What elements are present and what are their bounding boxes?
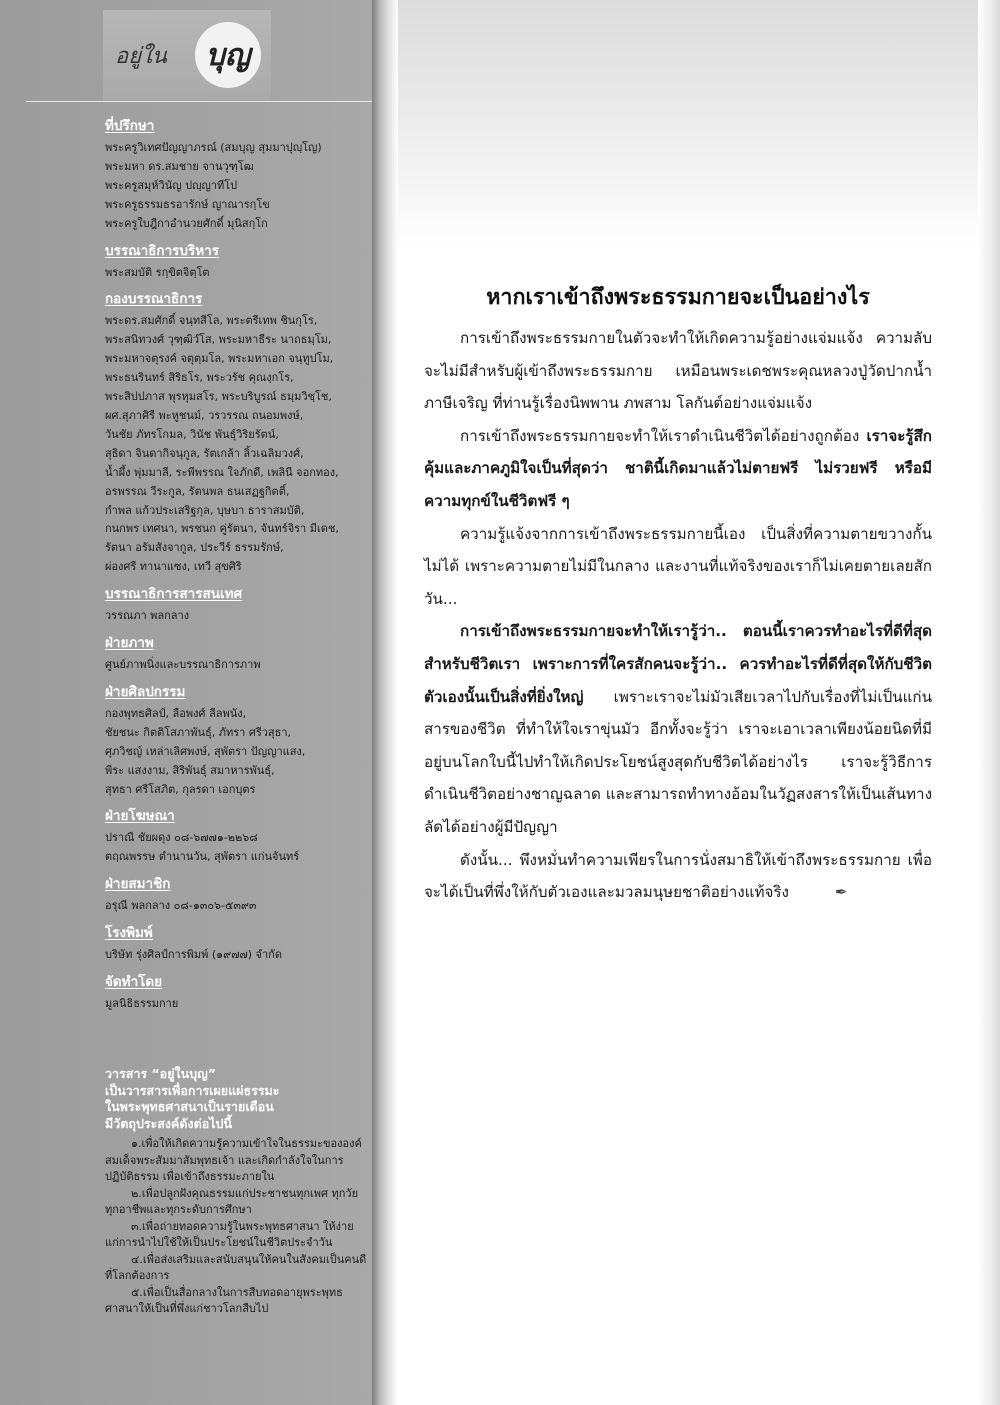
purpose-title-line: มีวัตถุประสงค์ดังต่อไปนี้ [105, 1115, 233, 1131]
p4-normal: เพราะเราจะไม่มัวเสียเวลาไปกับเรื่องที่ไม่เป็นแก่นสารของชีวิต ที่ทำให้ใจเราขุ่นมัว อีกทั้งจะรู้ว่า เราจะเอาเวลาเพียงน้อยนิดที่มีอยู่บนโลกใบนี้ไปทำให้เกิดประโยชน์สูงสุดกับชีวิตได้อย่างไร เราจะรู้วิธีการดำเนินชีวิตอย่างชาญฉลาด และสามารถทำทางอ้อมในวัฏสงสารให้เป็นเส้นทางลัดได้อย่างผู้มีปัญญา [424, 687, 932, 836]
masthead-line: ตฤณพรรษ ตำนานวัน, สุพัตรา แก่นจันทร์ [105, 850, 300, 864]
masthead-heading: ฝ่ายศิลปกรรม [105, 683, 186, 700]
masthead-line: กนกพร เทศนา, พรชนก คู่รัตนา, จันทร์จิรา มีเดช, [105, 522, 339, 536]
article-title: หากเราเข้าถึงพระธรรมกายจะเป็นอย่างไร [486, 285, 870, 310]
purpose-item: ๓.เพื่อถ่ายทอดความรู้ในพระพุทธศาสนา ให้ง่ายแก่การนำไปใช้ให้เป็นประโยชน์ในชีวิตประจำวัน [105, 1219, 354, 1249]
masthead-heading: บรรณาธิการบริหาร [105, 242, 219, 259]
masthead-line: อรุณี พลกลาง ๐๘-๑๓๐๖-๕๓๙๓ [105, 899, 257, 913]
purpose-list [105, 1136, 367, 1318]
article-paragraph-4 [424, 615, 932, 843]
masthead-line: วันชัย ภัทรโกมล, วินัช พันธุ์วิริยรัตน์, [105, 427, 279, 441]
masthead-credits [105, 116, 367, 1014]
masthead-line: พระครูสมุห์วินัญ ปญฺญาทีโป [105, 178, 238, 192]
masthead-line: สุทธา ศรีโสภิต, กุลรดา เอกบุตร [105, 782, 256, 796]
purpose-item: ๑.เพื่อให้เกิดความรู้ความเข้าใจในธรรมะขององค์สมเด็จพระสัมมาสัมพุทธเจ้า และเกิดกำลังใจในการปฏิบัติธรรม เพื่อเข้าถึงธรรมะภายใน [105, 1137, 362, 1183]
p5-text: ดังนั้น... พึงหมั่นทำความเพียรในการนั่งสมาธิให้เข้าถึงพระธรรมกาย เพื่อจะได้เป็นที่พึ่งให้กับตัวเองและมวลมนุษยชาติอย่างแท้จริง [424, 850, 932, 902]
masthead-line: พีระ แสงงาม, สิริพันธุ์ สมาหารพันธุ์, [105, 763, 275, 777]
masthead-heading: ฝ่ายภาพ [105, 635, 154, 652]
masthead-line: พระสนิทวงศ์ วุฑฺฒิวํโส, พระมหาธีระ นาถธมฺโม, [105, 333, 332, 347]
purpose-title-line: เป็นวารสารเพื่อการเผยแผ่ธรรมะ [105, 1082, 280, 1098]
masthead-line: ผศ.สุภาศิรี พะหูชนม์, วรวรรณ ถนอมพงษ์, [105, 408, 304, 422]
masthead-line: น้ำผึ้ง พุ่มมาลี, ระพีพรรณ ใจภักดี, เพลินี จอกทอง, [105, 465, 339, 479]
masthead-heading: โรงพิมพ์ [105, 925, 153, 942]
article-paragraph-5 [424, 844, 932, 909]
masthead-heading: ที่ปรึกษา [105, 118, 155, 134]
masthead-line: วรรณภา พลกลาง [105, 609, 190, 623]
masthead-line: รัตนา อรัมสังจากูล, ประวีร์ ธรรมรักษ์, [105, 541, 284, 555]
masthead-line: ศูนย์ภาพนิ่งและบรรณาธิการภาพ [105, 658, 261, 672]
masthead-line: พระธนรินทร์ สิริธโร, พระวรัช คุณงฺกโร, [105, 371, 294, 385]
purpose-title [105, 1066, 367, 1132]
purpose-title-line: วารสาร “อยู่ในบุญ” [105, 1066, 216, 1081]
masthead-line: พระครูวิเทศปัญญาภรณ์ (สมบุญ สุมมาปุญฺโญ) [105, 141, 322, 154]
masthead-line: พระสิปปภาส พุรหุมสโร, พระบริบูรณ์ ธมฺมวิชฺโช, [105, 390, 332, 404]
masthead-line: กองพุทธศิลป์, ลือพงศ์ ลีลพนัง, [105, 706, 247, 720]
masthead-heading: จัดทำโดย [105, 974, 163, 991]
masthead-line: ศุภวิชญ์ เหล่าเลิศพงษ์, สุพัตรา ปัญญาแสง, [105, 744, 306, 758]
article-paragraph-1: การเข้าถึงพระธรรมกายในตัวจะทำให้เกิดความรู้อย่างแจ่มแจ้ง ความลับจะไม่มีสำหรับผู้เข้าถึงพระธรรมกาย เหมือนพระเดชพระคุณหลวงปู่วัดปากน้ำ ภาษีเจริญ ที่ท่านรู้เรื่องนิพพาน ภพสาม โลกันต์อย่างแจ่มแจ้ง [424, 329, 932, 413]
masthead-line: พระดร.สมศักดิ์ จนฺทสีโล, พระตรีเทพ ชินกุโร, [105, 314, 318, 328]
article-paragraph-2 [424, 420, 932, 518]
masthead-line: ผ่องศรี ทานาแซง, เทวี สุขศิริ [105, 560, 242, 574]
masthead-line: พระมหาจตุรงค์ จตุตฺมโล, พระมหาเอก จนฺทูปโม, [105, 352, 334, 366]
magazine-purpose [105, 1066, 367, 1318]
masthead-heading: ฝ่ายสมาชิก [105, 876, 171, 893]
logo-circle [195, 22, 261, 88]
quill-end-mark-icon: ✒ [834, 883, 848, 902]
page-spine-shadow [372, 0, 398, 1405]
masthead-heading: กองบรรณาธิการ [105, 291, 203, 308]
masthead-line: ชัยชนะ กิตติโสภาพันธุ์, ภัทรา ศรีวสุธา, [105, 725, 292, 739]
masthead-line: สุธิดา จินดากิจนุกูล, รัตเกล้า ลิ้วเฉลิมวงศ์, [105, 446, 304, 460]
header-background-fade [398, 0, 978, 250]
article-paragraph-3: ความรู้แจ้งจากการเข้าถึงพระธรรมกายนี้เอง เป็นสิ่งที่ความตายขวางกั้นไม่ได้ เพราะความตายไม่มีในกลาง และงานที่แท้จริงของเราก็ไม่เคยตายเลยสักวัน... [424, 524, 932, 608]
masthead-line: บริษัท รุ่งศิลป์การพิมพ์ (๑๙๗๗) จำกัด [105, 948, 282, 962]
p2-normal: การเข้าถึงพระธรรมกายจะทำให้เราดำเนินชีวิตได้อย่างถูกต้อง [460, 426, 860, 445]
logo-text: อยู่ใน [115, 44, 167, 69]
masthead-line: พระมหา ดร.สมชาย จานวุฑฺโฒ [105, 159, 254, 173]
masthead-line: กำพล แก้วประเสริฐกุล, บุษบา ธาราสมบัติ, [105, 503, 305, 517]
masthead-divider [26, 101, 372, 102]
masthead-line: พระครูใบฎีกาอำนวยศักดิ์ มุนิสกฺโก [105, 216, 268, 230]
masthead-line: พระครูธรรมธรอารักษ์ ญาณารกฺโข [105, 197, 270, 211]
p2-bold: เราจะรู้สึกคุ้มและภาคภูมิใจเป็นที่สุดว่า ชาตินี้เกิดมาแล้วไม่ตายฟรี ไม่รวยฟรี หรือมีความทุกข์ในชีวิตฟรี ๆ [424, 426, 932, 510]
magazine-logo [103, 10, 271, 100]
purpose-item: ๒.เพื่อปลูกฝังคุณธรรมแก่ประชาชนทุกเพศ ทุกวัย ทุกอาชีพและทุกระดับการศึกษา [105, 1186, 359, 1216]
page-edge-shadow [978, 0, 1000, 1405]
purpose-title-line: ในพระพุทธศาสนาเป็นรายเดือน [105, 1099, 274, 1114]
p4-bold: การเข้าถึงพระธรรมกายจะทำให้เรารู้ว่า.. ตอนนี้เราควรทำอะไรที่ดีที่สุดสำหรับชีวิตเรา เพราะการที่ใครสักคนจะรู้ว่า.. ควรทำอะไรที่ดีที่สุดให้กับชีวิตตัวเองนั้นเป็นสิ่งที่ยิ่งใหญ่ [424, 622, 932, 706]
masthead-heading: ฝ่ายโฆษณา [105, 808, 175, 825]
masthead-line: มูลนิธิธรรมกาย [105, 997, 179, 1011]
masthead-sidebar [0, 0, 372, 1405]
masthead-line: พระสมบัติ รกฺขิตจิตฺโต [105, 265, 210, 279]
purpose-item: ๕.เพื่อเป็นสื่อกลางในการสืบทอดอายุพระพุทธศาสนาให้เป็นที่พึ่งแก่ชาวโลกสืบไป [105, 1285, 343, 1315]
masthead-heading: บรรณาธิการสารสนเทศ [105, 586, 243, 603]
article [424, 278, 932, 909]
purpose-item: ๔.เพื่อส่งเสริมและสนับสนุนให้คนในสังคมเป็นคนดีที่โลกต้องการ [105, 1252, 367, 1282]
masthead-line: อรพรรณ วีระกูล, รัตนพล ธนเสฏฐกิตติ์, [105, 484, 290, 498]
masthead-line: ปราณี ชัยผดุง ๐๘-๖๗๗๑-๒๒๖๘ [105, 831, 258, 845]
logo-circle-text: บุญ [205, 37, 251, 73]
